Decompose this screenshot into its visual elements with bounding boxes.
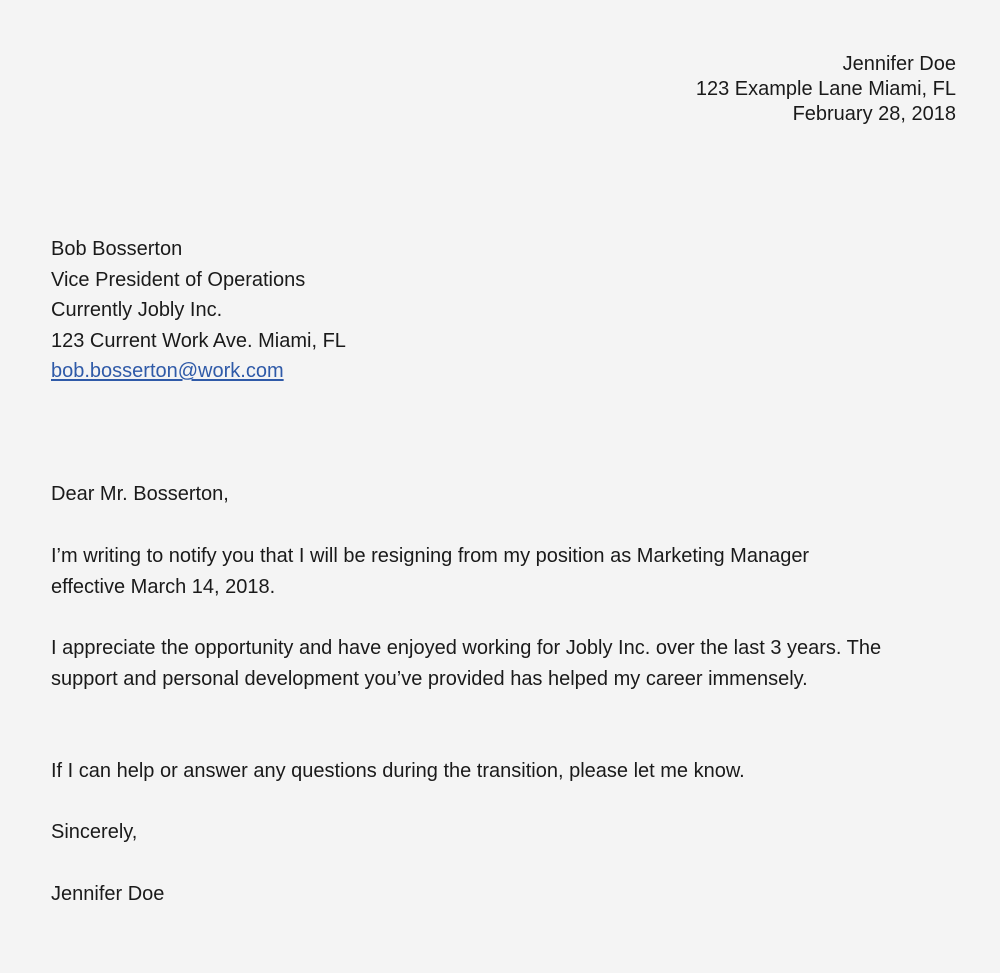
recipient-block	[51, 234, 346, 387]
closing: Sincerely,	[51, 821, 138, 843]
recipient-name: Bob Bosserton	[51, 238, 183, 260]
body-paragraph-notice: I’m writing to notify you that I will be resigning from my position as Marketing Manager effective March 14, 2018.	[51, 545, 810, 598]
recipient-address: 123 Current Work Ave. Miami, FL	[51, 329, 346, 352]
recipient-company: Currently Jobly Inc.	[51, 299, 223, 321]
sender-address: 123 Example Lane Miami, FL	[695, 78, 956, 100]
recipient-title: Vice President of Operations	[51, 268, 306, 291]
recipient-email-link[interactable]: bob.bosserton@work.com	[51, 360, 284, 382]
sender-name: Jennifer Doe	[842, 53, 956, 75]
body-paragraph-transition: If I can help or answer any questions during the transition, please let me know.	[51, 760, 745, 782]
letter-date: February 28, 2018	[792, 103, 956, 125]
body-paragraph-appreciation: I appreciate the opportunity and have enjoyed working for Jobly Inc. over the last 3 years. The support and personal development you’ve provided has helped my career immensely.	[51, 637, 882, 690]
signature-name: Jennifer Doe	[51, 883, 165, 905]
salutation: Dear Mr. Bosserton,	[51, 483, 229, 505]
sender-block	[696, 52, 956, 127]
